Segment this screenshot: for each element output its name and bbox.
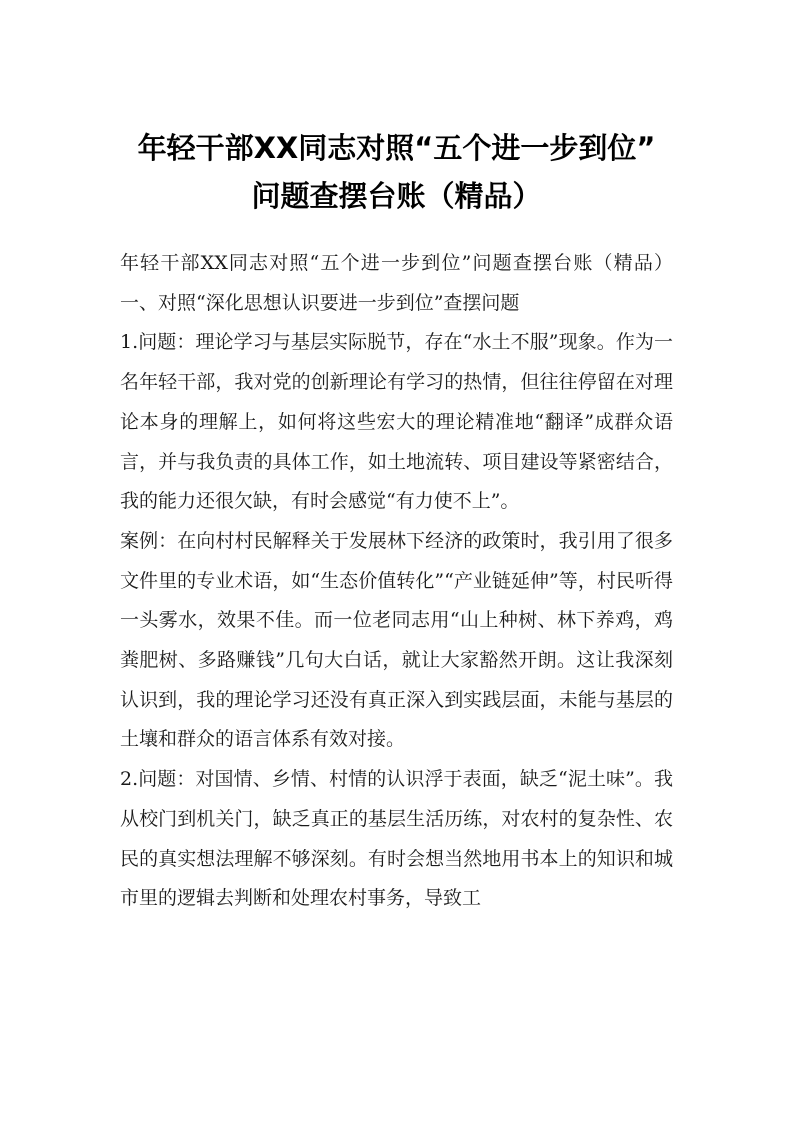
paragraph-problem-1: 1.问题：理论学习与基层实际脱节，存在“水土不服”现象。作为一名年轻干部，我对党的创新理论有学习的热情，但往往停留在对理论本身的理解上，如何将这些宏大的理论精准地“翻译”成群众语言，并与我负责的具体工作，如土地流转、项目建设等紧密结合，我的能力还很欠缺，有时会感觉“有力使不上”。 [120, 331, 673, 513]
paragraph-intro: 年轻干部XX同志对照“五个进一步到位”问题查摆台账（精品）一、对照“深化思想认识要进一步到位”查摆问题 [120, 252, 673, 314]
document-title-line-2: 问题查摆台账（精品） [251, 179, 542, 213]
document-body [120, 244, 673, 919]
document-title-line-1: 年轻干部XX同志对照“五个进一步到位” [137, 131, 656, 165]
paragraph-problem-2: 2.问题：对国情、乡情、村情的认识浮于表面，缺乏“泥土味”。我从校门到机关门，缺乏真正的基层生活历练，对农村的复杂性、农民的真实想法理解不够深刻。有时会想当然地用书本上的知识和城市里的逻辑去判断和处理农村事务，导致工 [120, 768, 673, 910]
paragraph-case: 案例：在向村村民解释关于发展林下经济的政策时，我引用了很多文件里的专业术语，如“生态价值转化”“产业链延伸”等，村民听得一头雾水，效果不佳。而一位老同志用“山上种树、林下养鸡，鸡粪肥树、多路赚钱”几句大白话，就让大家豁然开朗。这让我深刻认识到，我的理论学习还没有真正深入到实践层面，未能与基层的土壤和群众的语言体系有效对接。 [120, 529, 673, 751]
